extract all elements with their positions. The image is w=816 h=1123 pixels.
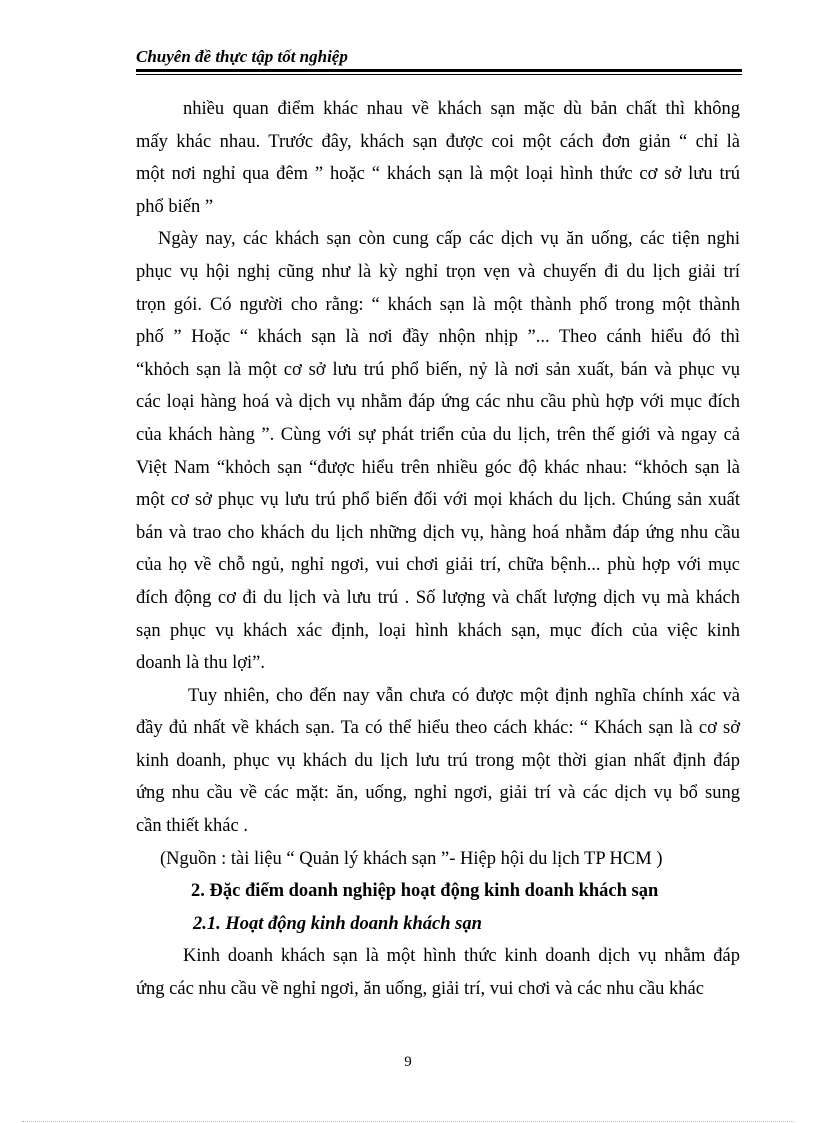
text-line: của khách hàng ”. Cùng với sự phát triển của du lịch, trên thế giới và ngay cả [136, 424, 740, 445]
text-line: sạn phục vụ khách xác định, loại hình khách sạn, mục đích của việc kinh [136, 620, 740, 641]
header-rule [136, 69, 742, 72]
text-line: ứng các nhu cầu về nghỉ ngơi, ăn uống, giải trí, vui chơi và các nhu cầu khác [136, 979, 704, 1000]
text-line: doanh là thu lợi”. [136, 653, 265, 674]
text-line: ứng nhu cầu về các mặt: ăn, uống, nghỉ ngơi, giải trí và các dịch vụ bổ sung [136, 783, 740, 804]
subsection-heading: 2.1. Hoạt động kinh doanh khách sạn [193, 913, 482, 934]
page-number: 9 [404, 1054, 412, 1070]
page-bottom-edge [22, 1121, 794, 1122]
text-line: đích động cơ đi du lịch và lưu trú . Số lượng và chất lượng dịch vụ mà khách [136, 587, 740, 608]
text-line: Ngày nay, các khách sạn còn cung cấp các dịch vụ ăn uống, các tiện nghi [158, 229, 740, 250]
paragraph-hotel-business [136, 940, 740, 1005]
header-title: Chuyên đề thực tập tốt nghiệp [136, 47, 348, 66]
paragraph-however [136, 680, 740, 843]
source-citation: (Nguồn : tài liệu “ Quản lý khách sạn ”- Hiệp hội du lịch TP HCM ) [160, 848, 663, 869]
text-line: “khỏch sạn là một cơ sở lưu trú phổ biến, nỷ là nơi sản xuất, bán và phục vụ [136, 359, 740, 380]
text-line: một cơ sở phục vụ lưu trú phổ biến đối với mọi khách du lịch. Chúng sản xuất [136, 490, 740, 511]
text-line: nhiều quan điểm khác nhau về khách sạn mặc dù bản chất thì không [183, 99, 740, 119]
text-line: trọn gói. Có người cho rằng: “ khách sạn là một thành phố trong một thành [136, 294, 740, 315]
paragraph-modern-hotels [136, 223, 740, 679]
body-text [136, 93, 740, 1006]
text-line: của họ về chỗ ngủ, nghỉ ngơi, vui chơi giải trí, chữa bệnh... phù hợp với mục [136, 555, 740, 576]
paragraph-definition-intro [136, 93, 740, 223]
text-line: mấy khác nhau. Trước đây, khách sạn được coi một cách đơn giản “ chỉ là [136, 131, 740, 152]
text-line: phục vụ hội nghị cũng như là kỳ nghỉ trọn vẹn và chuyến đi du lịch giải trí [136, 261, 740, 282]
header-rule-thin [136, 74, 742, 75]
text-line: cần thiết khác . [136, 816, 248, 837]
text-line: một nơi nghỉ qua đêm ” hoặc “ khách sạn là một loại hình thức cơ sở lưu trú [136, 164, 740, 185]
page-header [136, 46, 742, 68]
text-line: Tuy nhiên, cho đến nay vẫn chưa có được một định nghĩa chính xác và [188, 685, 740, 706]
section-heading: 2. Đặc điểm doanh nghiệp hoạt động kinh doanh khách sạn [191, 881, 659, 902]
text-line: kinh doanh, phục vụ khách du lịch lưu trú trong một thời gian nhất định đáp [136, 750, 740, 771]
text-line: các loại hàng hoá và dịch vụ nhằm đáp ứng các nhu cầu phù hợp với mục đích [136, 392, 740, 413]
text-line: Kinh doanh khách sạn là một hình thức kinh doanh dịch vụ nhằm đáp [183, 946, 740, 967]
text-line: bán và trao cho khách du lịch những dịch vụ, hàng hoá nhằm đáp ứng nhu cầu [136, 522, 740, 543]
text-line: phố ” Hoặc “ khách sạn là nơi đầy nhộn nhịp ”... Theo cánh hiểu đó thì [136, 327, 740, 348]
text-line: Việt Nam “khỏch sạn “được hiểu trên nhiều góc độ khác nhau: “khỏch sạn là [136, 457, 740, 478]
text-line: đầy đủ nhất về khách sạn. Ta có thể hiểu theo cách khác: “ Khách sạn là cơ sở [136, 718, 740, 739]
text-line: phổ biến ” [136, 196, 214, 217]
